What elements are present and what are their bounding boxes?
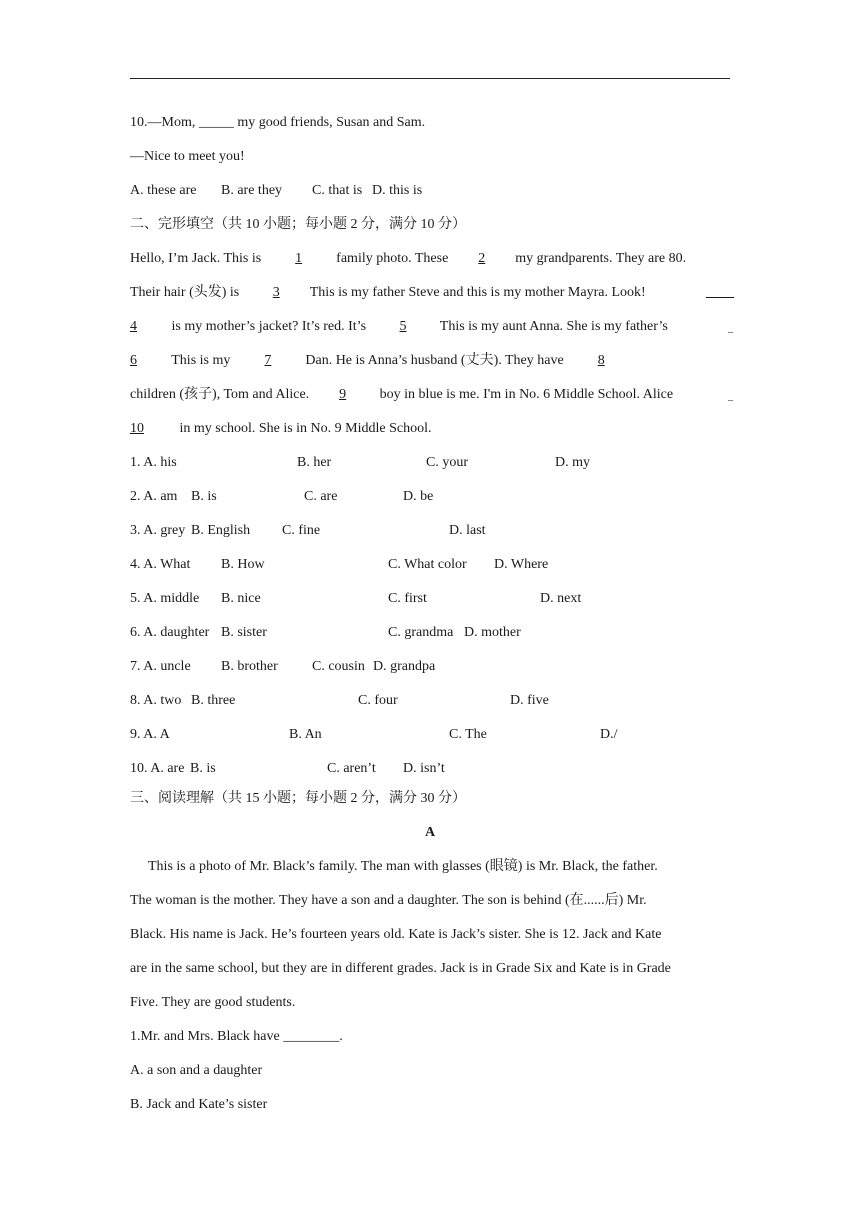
cloze-q10-c: C. aren’t: [327, 761, 376, 776]
cloze-q1-d: D. my: [555, 455, 590, 470]
cloze-q5-a: 5. A. middle: [130, 591, 200, 606]
cloze-q9-b: B. An: [289, 727, 322, 742]
cloze-q8-d: D. five: [510, 693, 549, 708]
cloze-q6-d: D. mother: [464, 625, 521, 640]
reading-q1-option-b: B. Jack and Kate’s sister: [130, 1097, 268, 1112]
reading-q1-option-a: A. a son and a daughter: [130, 1063, 263, 1078]
reading-line-3: Black. His name is Jack. He’s fourteen years old. Kate is Jack’s sister. She is 12. Jack and Kate: [130, 927, 662, 942]
cloze-q9-a: 9. A. A: [130, 727, 170, 742]
passage-line-6: 10 in my school. She is in No. 9 Middle School.: [130, 421, 432, 436]
reading-line-2: The woman is the mother. They have a son and a daughter. The son is behind (在......后) Mr.: [130, 893, 647, 908]
cloze-q2-b: B. is: [191, 489, 217, 504]
cloze-q6-c: C. grandma: [388, 625, 454, 640]
cloze-q2-d: D. be: [403, 489, 434, 504]
q10-stem: 10.—Mom, _____ my good friends, Susan and Sam.: [130, 115, 426, 130]
cloze-q4-b: B. How: [221, 557, 265, 572]
blank-1: 1: [295, 251, 303, 266]
cloze-q3-d: D. last: [449, 523, 486, 538]
cloze-q9-d: D./: [600, 727, 618, 742]
cloze-q3-b: B. English: [191, 523, 251, 538]
cloze-q10-d: D. isn’t: [403, 761, 445, 776]
reading-line-4: are in the same school, but they are in different grades. Jack is in Grade Six and Kate is in Grade: [130, 961, 671, 976]
blank-5: 5: [399, 319, 407, 334]
cloze-q8-b: B. three: [191, 693, 236, 708]
passage-line-3: 4 is my mother’s jacket? It’s red. It’s 5 This is my aunt Anna. She is my father’s: [130, 319, 668, 334]
cloze-q8-a: 8. A. two: [130, 693, 182, 708]
blank-6: 6: [130, 353, 137, 368]
section3-heading: 三、阅读理解（共 15 小题；每小题 2 分，满分 30 分）: [130, 791, 466, 806]
section2-heading: 二、完形填空（共 10 小题；每小题 2 分，满分 10 分）: [130, 217, 466, 232]
cloze-q10-a: 10. A. are: [130, 761, 185, 776]
blank-8: 8: [597, 353, 605, 368]
line-mark: _: [728, 391, 733, 402]
cloze-q2-a: 2. A. am: [130, 489, 178, 504]
q10-option-a: A. these are: [130, 183, 197, 198]
cloze-q7-c: C. cousin: [312, 659, 365, 674]
header-rule: [130, 78, 730, 79]
blank-4-lead: [706, 284, 734, 302]
blank-7: 7: [264, 353, 272, 368]
cloze-q10-b: B. is: [190, 761, 216, 776]
reading-q1-stem: 1.Mr. and Mrs. Black have ________.: [130, 1029, 343, 1044]
q10-reply: —Nice to meet you!: [130, 149, 245, 164]
cloze-q1-c: C. your: [426, 455, 468, 470]
q10-option-b: B. are they: [221, 183, 283, 198]
blank-4: 4: [130, 319, 137, 334]
cloze-q5-d: D. next: [540, 591, 582, 606]
cloze-q8-c: C. four: [358, 693, 398, 708]
passage-line-1: Hello, I’m Jack. This is 1 family photo. These 2 my grandparents. They are 80.: [130, 251, 687, 266]
line-mark: _: [728, 323, 733, 334]
q10-option-c: C. that is: [312, 183, 363, 198]
cloze-q6-a: 6. A. daughter: [130, 625, 210, 640]
cloze-q5-c: C. first: [388, 591, 427, 606]
cloze-q3-a: 3. A. grey: [130, 523, 186, 538]
cloze-q6-b: B. sister: [221, 625, 267, 640]
cloze-q7-d: D. grandpa: [373, 659, 436, 674]
blank-10: 10: [130, 421, 144, 436]
reading-q1-blank: ________: [283, 1029, 340, 1044]
cloze-q3-c: C. fine: [282, 523, 321, 538]
blank-3: 3: [272, 285, 280, 300]
cloze-q9-c: C. The: [449, 727, 487, 742]
reading-line-5: Five. They are good students.: [130, 995, 296, 1010]
cloze-q1-b: B. her: [297, 455, 332, 470]
blank-2: 2: [478, 251, 486, 266]
passage-line-4: 6 This is my 7 Dan. He is Anna’s husband (丈夫). They have 8: [130, 352, 635, 370]
cloze-q1-a: 1. A. his: [130, 455, 177, 470]
passage-line-2: Their hair (头发) is 3 This is my father Steve and this is my mother Mayra. Look!: [130, 285, 646, 300]
reading-line-1: This is a photo of Mr. Black’s family. The man with glasses (眼镜) is Mr. Black, the father.: [148, 859, 658, 874]
cloze-q2-c: C. are: [304, 489, 338, 504]
passage-line-5: children (孩子), Tom and Alice. 9 boy in blue is me. I'm in No. 6 Middle School. Alice: [130, 387, 674, 402]
cloze-q4-c: C. What color: [388, 557, 467, 572]
cloze-q7-b: B. brother: [221, 659, 278, 674]
cloze-q7-a: 7. A. uncle: [130, 659, 191, 674]
cloze-q4-a: 4. A. What: [130, 557, 191, 572]
cloze-q4-d: D. Where: [494, 557, 549, 572]
q10-option-d: D. this is: [372, 183, 423, 198]
cloze-q5-b: B. nice: [221, 591, 261, 606]
blank-9: 9: [339, 387, 347, 402]
passage-a-title: A: [424, 825, 436, 840]
